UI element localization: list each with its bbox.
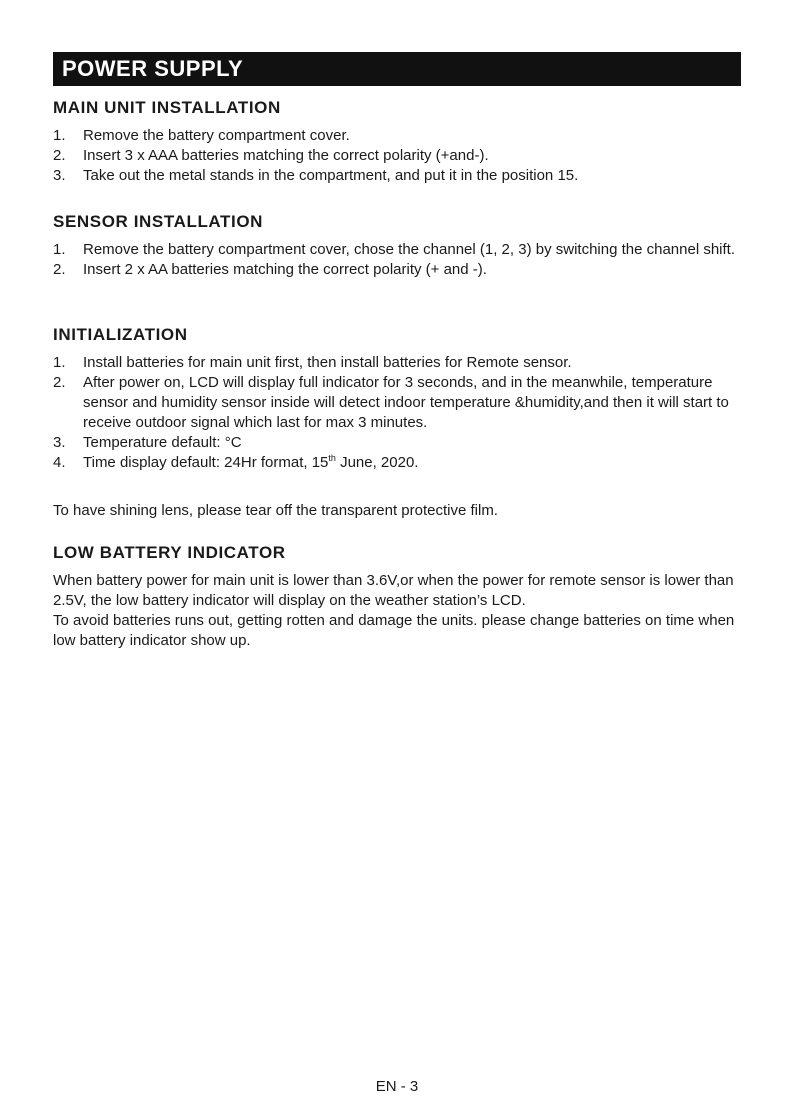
initialization-section bbox=[53, 325, 743, 473]
low-battery-paragraph-1: When battery power for main unit is lower than 3.6V,or when the power for remote sensor is lower than 2.5V, the low battery indicator will display on the weather station’s LCD. bbox=[53, 572, 734, 609]
main-unit-heading: MAIN UNIT INSTALLATION bbox=[53, 98, 281, 117]
step-text: Temperature default: °C bbox=[83, 434, 242, 451]
list-item bbox=[53, 146, 753, 166]
step-number: 2. bbox=[53, 147, 66, 164]
main-unit-section bbox=[53, 98, 753, 186]
step-number: 2. bbox=[53, 261, 66, 278]
step-text: After power on, LCD will display full indicator for 3 seconds, and in the meanwhile, temperature sensor and humidity sensor inside will detect indoor temperature &humidity,and then it will start to receive outdoor signal which last for max 3 minutes. bbox=[83, 374, 729, 431]
list-item bbox=[53, 373, 743, 433]
protective-film-note: To have shining lens, please tear off the transparent protective film. bbox=[53, 502, 498, 519]
step-number: 1. bbox=[53, 127, 66, 144]
list-item bbox=[53, 260, 743, 280]
step-number: 3. bbox=[53, 434, 66, 451]
low-battery-section bbox=[53, 543, 743, 651]
low-battery-paragraph-2: To avoid batteries runs out, getting rotten and damage the units. please change batteries on time when low battery indicator show up. bbox=[53, 612, 735, 649]
banner-title: POWER SUPPLY bbox=[62, 56, 244, 81]
step-text-before: Time display default: 24Hr format, 15 bbox=[83, 454, 329, 471]
step-text: Take out the metal stands in the compartment, and put it in the position 15. bbox=[83, 167, 579, 184]
step-number: 1. bbox=[53, 354, 66, 371]
step-text: Insert 2 x AA batteries matching the correct polarity (+ and -). bbox=[83, 261, 487, 278]
step-text: Remove the battery compartment cover. bbox=[83, 127, 350, 144]
list-item bbox=[53, 433, 743, 453]
list-item bbox=[53, 126, 753, 146]
initialization-heading: INITIALIZATION bbox=[53, 325, 188, 344]
sensor-section bbox=[53, 212, 743, 280]
step-number: 4. bbox=[53, 454, 66, 471]
list-item bbox=[53, 453, 743, 473]
list-item bbox=[53, 166, 753, 186]
main-unit-steps bbox=[53, 126, 753, 186]
step-text: Insert 3 x AAA batteries matching the correct polarity (+and-). bbox=[83, 147, 489, 164]
page-number: EN - 3 bbox=[375, 1078, 419, 1095]
list-item bbox=[53, 240, 743, 260]
step-number: 1. bbox=[53, 241, 66, 258]
step-text-after: June, 2020. bbox=[335, 454, 419, 471]
section-banner bbox=[53, 52, 741, 86]
initialization-steps bbox=[53, 353, 743, 473]
list-item bbox=[53, 353, 743, 373]
step-text: Remove the battery compartment cover, chose the channel (1, 2, 3) by switching the channel shift. bbox=[83, 241, 736, 258]
sensor-heading: SENSOR INSTALLATION bbox=[53, 212, 264, 231]
step-number: 2. bbox=[53, 374, 66, 391]
sensor-steps bbox=[53, 240, 743, 280]
step-number: 3. bbox=[53, 167, 66, 184]
step-text: Install batteries for main unit first, then install batteries for Remote sensor. bbox=[83, 354, 572, 371]
low-battery-heading: LOW BATTERY INDICATOR bbox=[53, 543, 286, 562]
ordinal-superscript: th bbox=[328, 453, 336, 463]
